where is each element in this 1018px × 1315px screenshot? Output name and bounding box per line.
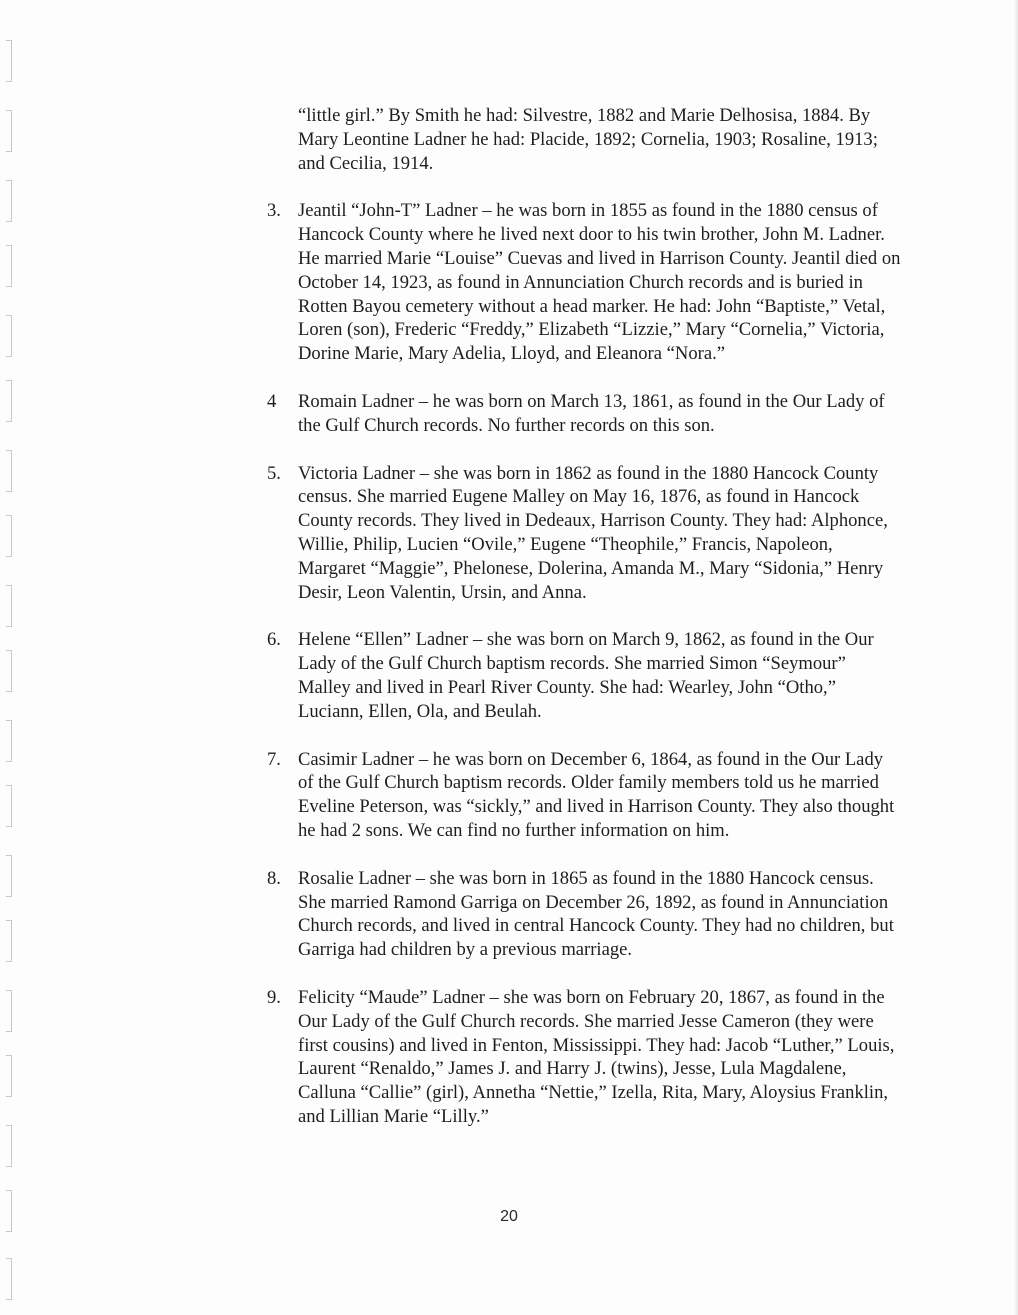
item-number: 5.	[267, 462, 281, 484]
binding-hole	[6, 515, 12, 557]
item-text: Casimir Ladner – he was born on December 6, 1864, as found in the Our Lady of the Gulf Church baptism records. Older family members told us he married Eveline Peterson, was “sickly,” and lived in Harrison County. They also thought he had 2 sons. We can find no further information on him.	[298, 748, 895, 841]
item-text: Felicity “Maude” Ladner – she was born on February 20, 1867, as found in the Our Lady of the Gulf Church records. She married Jesse Cameron (they were first cousins) and lived in Fenton, Mississippi. They had: Jacob “Luther,” Louis, Laurent “Renaldo,” James J. and Harry J. (twins), Jesse, Lula Magdalene, Calluna “Callie” (girl), Annetha “Nettie,” Izella, Rita, Mary, Aloysius Franklin, and Lillian Marie “Lilly.”	[298, 986, 895, 1127]
item-number: 3.	[267, 200, 281, 222]
binding-hole	[6, 1055, 12, 1097]
page-edge	[1014, 0, 1018, 1315]
list-item	[262, 199, 902, 366]
binding-hole	[6, 180, 12, 222]
binding-hole	[6, 450, 12, 492]
page-number: 20	[500, 1208, 518, 1225]
binding-hole	[6, 315, 12, 357]
binding-hole	[6, 40, 12, 82]
item-number: 8.	[267, 867, 281, 889]
binding-hole	[6, 110, 12, 152]
item-number: 4	[267, 390, 277, 412]
binding-hole	[6, 785, 12, 827]
item-text: Victoria Ladner – she was born in 1862 as found in the 1880 Hancock County census. She married Eugene Malley on May 16, 1876, as found in Hancock County records. They lived in Dedeaux, Harrison County. They had: Alphonce, Willie, Philip, Lucien “Ovile,” Eugene “Theophile,” Francis, Napoleon, Margaret “Maggie”, Phelonese, Dolerina, Amanda M., Mary “Sidonia,” Henry Desir, Leon Valentin, Ursin, and Anna.	[298, 462, 888, 603]
list-item	[262, 390, 902, 438]
item-number: 7.	[267, 748, 281, 770]
continuation-paragraph: “little girl.” By Smith he had: Silvestre, 1882 and Marie Delhosisa, 1884. By Mary Leontine Ladner he had: Placide, 1892; Cornelia, 1903; Rosaline, 1913; and Cecilia, 1914.	[298, 105, 878, 174]
item-text: Jeantil “John-T” Ladner – he was born in 1855 as found in the 1880 census of Hancock County where he lived next door to his twin brother, John M. Ladner. He married Marie “Louise” Cuevas and lived in Harrison County. Jeantil died on October 14, 1923, as found in Annunciation Church records and is buried in Rotten Bayou cemetery without a head marker. He had: John “Baptiste,” Vetal, Loren (son), Frederic “Freddy,” Elizabeth “Lizzie,” Mary “Cornelia,” Victoria, Dorine Marie, Mary Adelia, Lloyd, and Eleanora “Nora.”	[298, 200, 901, 365]
binding-hole	[6, 650, 12, 692]
list-item	[262, 628, 902, 723]
list-item	[262, 748, 902, 843]
item-text: Rosalie Ladner – she was born in 1865 as found in the 1880 Hancock census. She married Ramond Garriga on December 26, 1892, as found in Annunciation Church records, and lived in central Hancock County. They had no children, but Garriga had children by a previous marriage.	[298, 867, 894, 961]
list-item	[262, 867, 902, 962]
list-item	[262, 462, 902, 605]
binding-hole	[6, 990, 12, 1032]
binding-hole	[6, 585, 12, 627]
binding-hole	[6, 720, 12, 762]
binding-hole	[6, 1125, 12, 1167]
binding-hole	[6, 245, 12, 287]
body-text	[262, 104, 902, 1129]
binding-hole	[6, 920, 12, 962]
binding-hole	[6, 855, 12, 897]
binding-hole	[6, 380, 12, 422]
item-text: Romain Ladner – he was born on March 13, 1861, as found in the Our Lady of the Gulf Church records. No further records on this son.	[298, 390, 885, 436]
list-item	[262, 986, 902, 1129]
binding-hole	[6, 1258, 12, 1300]
item-number: 9.	[267, 986, 281, 1008]
item-number: 6.	[267, 629, 281, 651]
binding-holes	[0, 0, 22, 1315]
item-text: Helene “Ellen” Ladner – she was born on March 9, 1862, as found in the Our Lady of the Gulf Church baptism records. She married Simon “Seymour” Malley and lived in Pearl River County. She had: Wearley, John “Otho,” Luciann, Ellen, Ola, and Beulah.	[298, 629, 874, 722]
